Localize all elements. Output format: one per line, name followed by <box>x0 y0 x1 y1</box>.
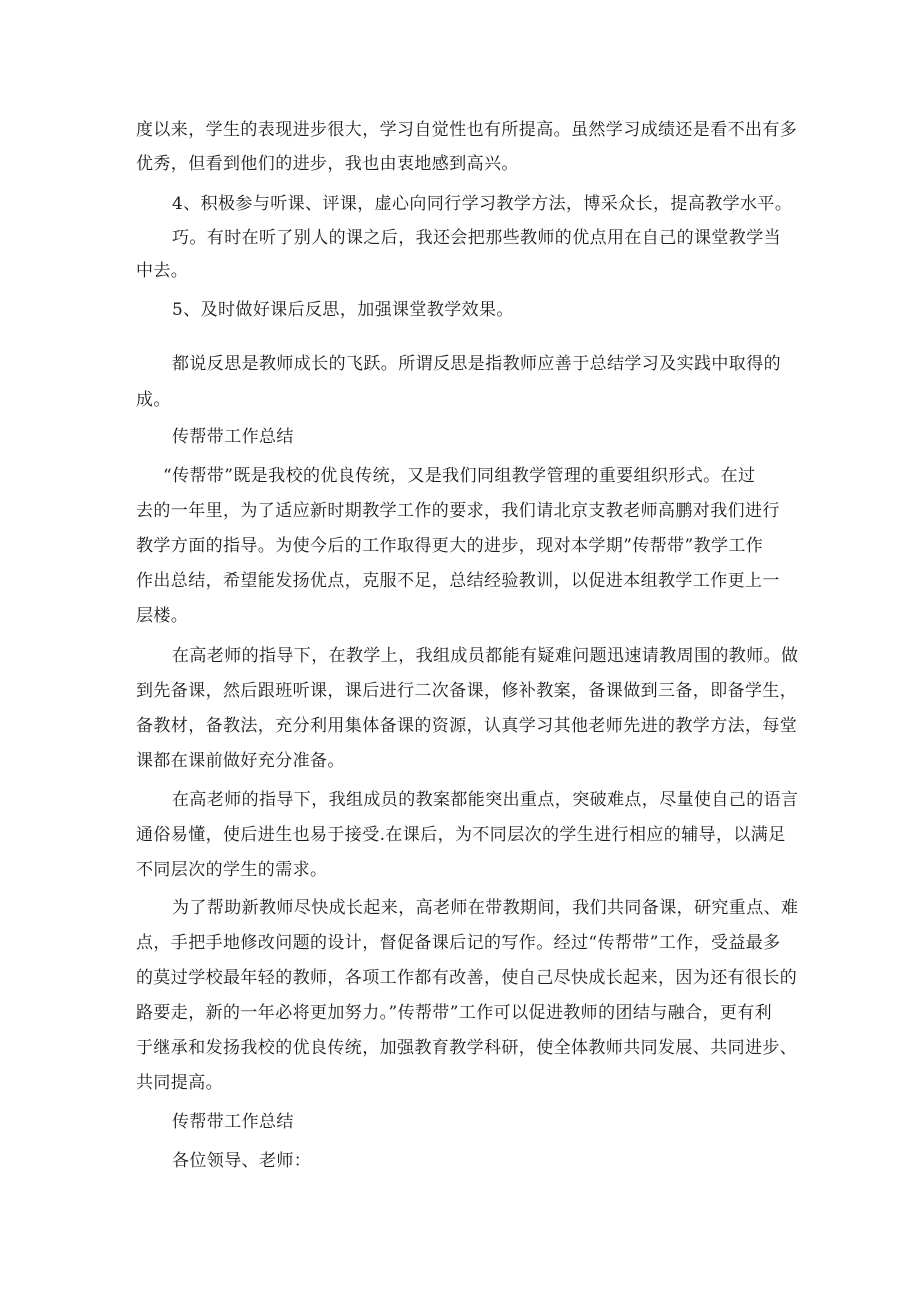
text-line: 到先备课，然后跟班听课，课后进行二次备课，修补教案，备课做到三备，即备学生， <box>136 681 798 701</box>
text-line: 中去。 <box>136 261 189 281</box>
text-line: 成。 <box>136 390 171 410</box>
text-line: 教学方面的指导。为使今后的工作取得更大的进步，现对本学期”传帮带”教学工作 <box>136 536 764 556</box>
text-line: 点，手把手地修改问题的设计，督促备课后记的写作。经过“传帮带”工作，受益最多 <box>136 933 781 953</box>
list-item: 4、积极参与听课、评课，虚心向同行学习教学方法，博采众长，提高教学水平。 <box>172 194 793 214</box>
text-line: 于继承和发扬我校的优良传统，加强教育教学科研，使全体教师共同发展、共同进步、 <box>136 1038 798 1058</box>
text-line: 课都在课前做好充分准备。 <box>136 751 345 771</box>
text-line: 度以来，学生的表现进步很大，学习自觉性也有所提高。虽然学习成绩还是看不出有多 <box>136 120 798 140</box>
text-line: “传帮带”既是我校的优良传统，又是我们同组教学管理的重要组织形式。在过 <box>163 466 756 486</box>
text-line: 去的一年里，为了适应新时期教学工作的要求，我们请北京支教老师高鹏对我们进行 <box>136 501 780 521</box>
text-line: 巧。有时在听了别人的课之后，我还会把那些教师的优点用在自己的课堂教学当 <box>172 228 781 248</box>
section-heading: 传帮带工作总结 <box>172 1112 294 1132</box>
text-line: 作出总结，希望能发扬优点，克服不足，总结经验教训，以促进本组教学工作更上一 <box>136 571 780 591</box>
text-line: 层楼。 <box>136 606 189 626</box>
text-line: 都说反思是教师成长的飞跃。所谓反思是指教师应善于总结学习及实践中取得的 <box>172 354 781 374</box>
text-line: 共同提高。 <box>136 1073 223 1093</box>
list-item: 5、及时做好课后反思，加强课堂教学效果。 <box>172 300 514 320</box>
text-line: 的莫过学校最年轻的教师，各项工作都有改善，使自己尽快成长起来，因为还有很长的 <box>136 968 798 988</box>
text-line: 优秀，但看到他们的进步，我也由衷地感到高兴。 <box>136 154 519 174</box>
text-line: 备教材，备教法，充分利用集体备课的资源，认真学习其他老师先进的教学方法，每堂 <box>136 716 798 736</box>
text-line: 在高老师的指导下，在教学上，我组成员都能有疑难问题迅速请教周围的教师。做 <box>172 646 799 666</box>
text-line: 通俗易懂，使后进生也易于接受.在课后，为不同层次的学生进行相应的辅导，以满足 <box>136 825 786 845</box>
salutation: 各位领导、老师： <box>172 1151 312 1171</box>
text-line: 为了帮助新教师尽快成长起来，高老师在带教期间，我们共同备课，研究重点、难 <box>172 898 799 918</box>
text-line: 不同层次的学生的需求。 <box>136 860 328 880</box>
text-line: 在高老师的指导下，我组成员的教案都能突出重点，突破难点，尽量使自己的语言 <box>172 790 799 810</box>
section-heading: 传帮带工作总结 <box>172 427 294 447</box>
text-line: 路要走，新的一年必将更加努力。”传帮带”工作可以促进教师的团结与融合，更有利 <box>136 1003 773 1023</box>
